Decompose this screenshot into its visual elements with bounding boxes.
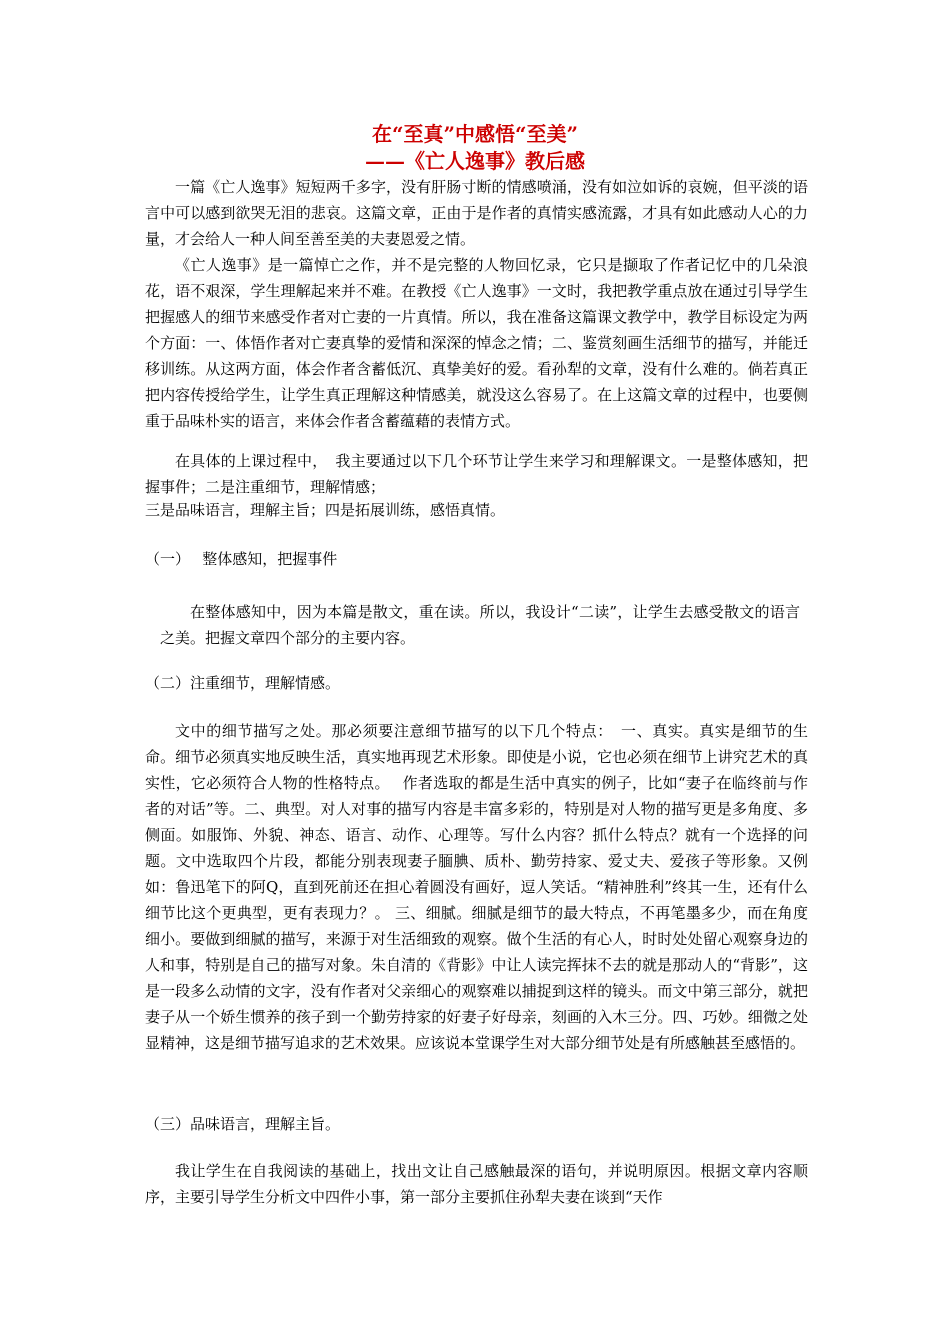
intro-paragraph-3: 在具体的上课过程中， 我主要通过以下几个环节让学生来学习和理解课文。一是整体感知，把握事件；二是注重细节，理解情感；: [145, 452, 808, 496]
intro-paragraph-4: 三是品味语言，理解主旨；四是拓展训练，感悟真情。: [145, 501, 506, 519]
section-3-heading: （三）品味语言，理解主旨。: [145, 1115, 341, 1133]
section-1-heading: （一） 整体感知，把握事件: [145, 550, 338, 568]
section-2-heading: （二）注重细节，理解情感。: [145, 674, 341, 692]
intro-paragraph-2: 《亡人逸事》是一篇悼亡之作，并不是完整的人物回忆录，它只是撷取了作者记忆中的几朵浪花，语不艰深，学生理解起来并不难。在教授《亡人逸事》一文时，我把教学重点放在通过引导学生把握感人的细节来感受作者对亡妻的一片真情。所以，我在准备这篇课文教学中，教学目标设定为两个方面：一、体悟作者对亡妻真挚的爱情和深深的悼念之情；二、鉴赏刻画生活细节的描写，并能迁移训练。从这两方面，体会作者含蓄低沉、真挚美好的爱。看孙犁的文章，没有什么难的。倘若真正把内容传授给学生，让学生真正理解这种情感美，就没这么容易了。在上这篇文章的过程中，也要侧重于品味朴实的语言，来体会作者含蓄蕴藉的表情方式。: [145, 256, 808, 430]
section-2-text: 文中的细节描写之处。那必须要注意细节描写的以下几个特点： 一、真实。真实是细节的生命。细节必须真实地反映生活，真实地再现艺术形象。即使是小说，它也必须在细节上讲究艺术的真实性，它必须符合人物的性格特点。 作者选取的都是生活中真实的例子，比如“妻子在临终前与作者的对话”等。二、典型。对人对事的描写内容是丰富多彩的，特别是对人物的描写更是多角度、多侧面。如服饰、外貌、神态、语言、动作、心理等。写什么内容？抓什么特点？就有一个选择的问题。文中选取四个片段，都能分别表现妻子腼腆、质朴、勤劳持家、爱丈夫、爱孩子等形象。又例如：鲁迅笔下的阿Q，直到死前还在担心着圆没有画好，逗人笑话。“精神胜利”终其一生，还有什么细节比这个更典型，更有表现力？。 三、细腻。细腻是细节的最大特点，不再笔墨多少，而在角度细小。要做到细腻的描写，来源于对生活细致的观察。做个生活的有心人，时时处处留心观察身边的人和事，特别是自己的描写对象。朱自清的《背影》中让人读完挥抹不去的就是那动人的“背影”，这是一段多么动情的文字，没有作者对父亲细心的观察难以捕捉到这样的镜头。而文中第三部分，就把妻子从一个娇生惯养的孩子到一个勤劳持家的好妻子好母亲，刻画的入木三分。四、巧妙。细微之处显精神，这是细节描写追求的艺术效果。应该说本堂课学生对大部分细节处是有所感触甚至感悟的。: [145, 722, 808, 1052]
document-subtitle: ——《亡人逸事》教后感: [365, 149, 585, 173]
section-3-text: 我让学生在自我阅读的基础上，找出文让自己感触最深的语句，并说明原因。根据文章内容顺序，主要引导学生分析文中四件小事，第一部分主要抓住孙犁夫妻在谈到“天作: [145, 1162, 808, 1206]
intro-paragraph-1: 一篇《亡人逸事》短短两千多字，没有肝肠寸断的情感喷涌，没有如泣如诉的哀婉，但平淡的语言中可以感到欲哭无泪的悲哀。这篇文章，正由于是作者的真情实感流露，才具有如此感动人心的力量，才会给人一种人间至善至美的夫妻恩爱之情。: [145, 178, 808, 248]
section-1-text: 在整体感知中，因为本篇是散文，重在读。所以，我设计“二读”，让学生去感受散文的语言之美。把握文章四个部分的主要内容。: [160, 603, 800, 647]
document-title: 在“至真”中感悟“至美”: [371, 122, 578, 146]
